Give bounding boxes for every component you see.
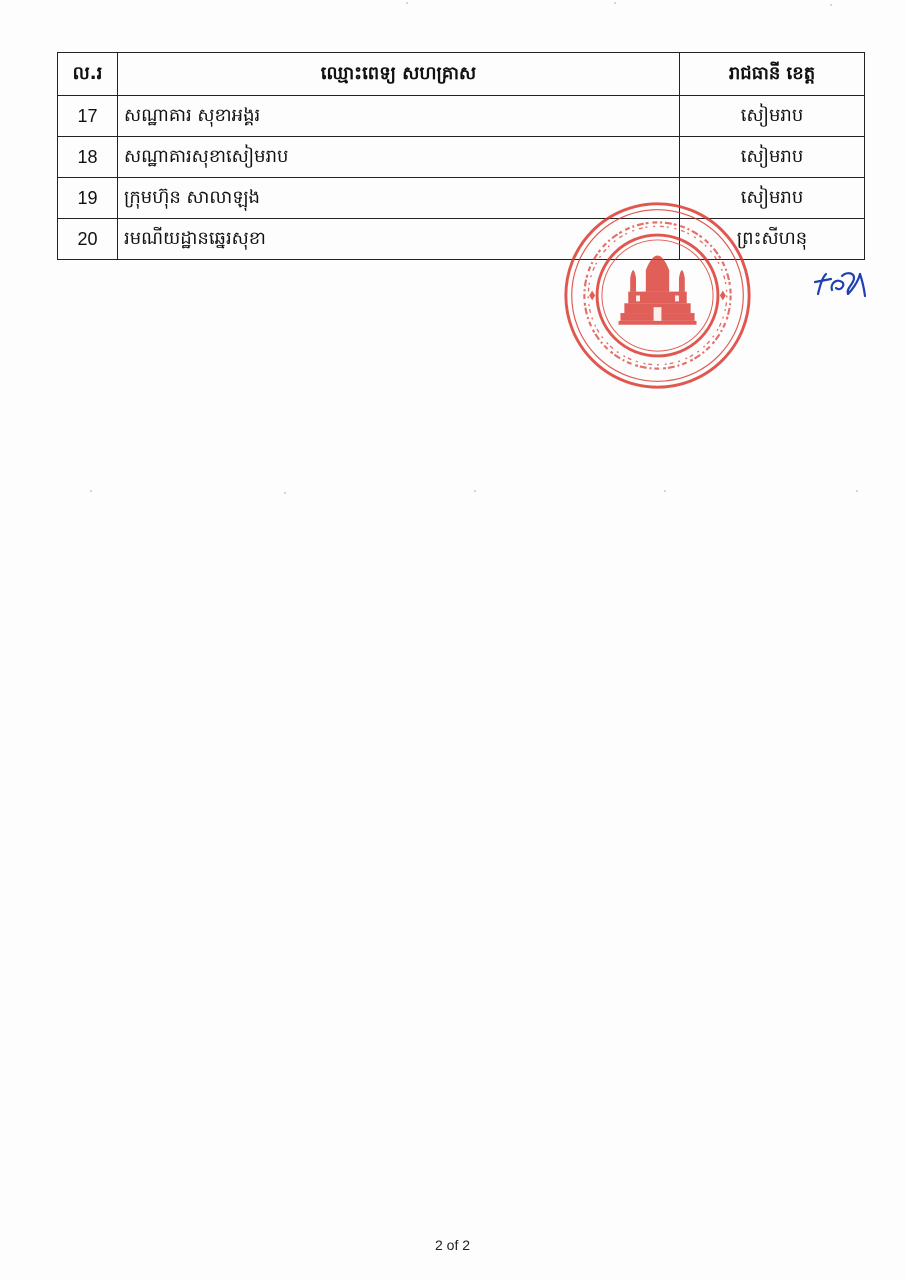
row-province: ព្រះសីហនុ: [680, 219, 865, 260]
row-name: រមណីយដ្ឋានឆ្នេរសុខា: [118, 219, 680, 260]
scan-speck: [284, 492, 286, 494]
table-row: [58, 137, 865, 178]
scan-speck: [474, 490, 476, 492]
table-row: [58, 96, 865, 137]
row-number: 20: [58, 219, 118, 260]
scan-speck: [830, 4, 832, 6]
header-name: ឈ្មោះពេទ្យ សហគ្រាស: [118, 53, 680, 96]
row-province: សៀមរាប: [680, 137, 865, 178]
angkor-temple-seal-icon: [560, 198, 755, 393]
row-name: ក្រុមហ៊ុន សាលាឡុង: [118, 178, 680, 219]
scan-speck: [664, 490, 666, 492]
row-name: សណ្ឋាគារសុខាសៀមរាប: [118, 137, 680, 178]
page-number: 2 of 2: [434, 1237, 471, 1253]
row-number: 19: [58, 178, 118, 219]
scan-speck: [614, 2, 616, 4]
scan-speck: [856, 490, 858, 492]
scan-speck: [406, 2, 408, 4]
table-header-row: [58, 53, 865, 96]
row-province: សៀមរាប: [680, 96, 865, 137]
row-number: 17: [58, 96, 118, 137]
row-number: 18: [58, 137, 118, 178]
header-no: ល.រ: [58, 53, 118, 96]
row-province: សៀមរាប: [680, 178, 865, 219]
scan-speck: [90, 490, 92, 492]
header-province: រាជធានី ខេត្ត: [680, 53, 865, 96]
signature-mark: [812, 266, 868, 300]
row-name: សណ្ឋាគារ សុខាអង្គរ: [118, 96, 680, 137]
